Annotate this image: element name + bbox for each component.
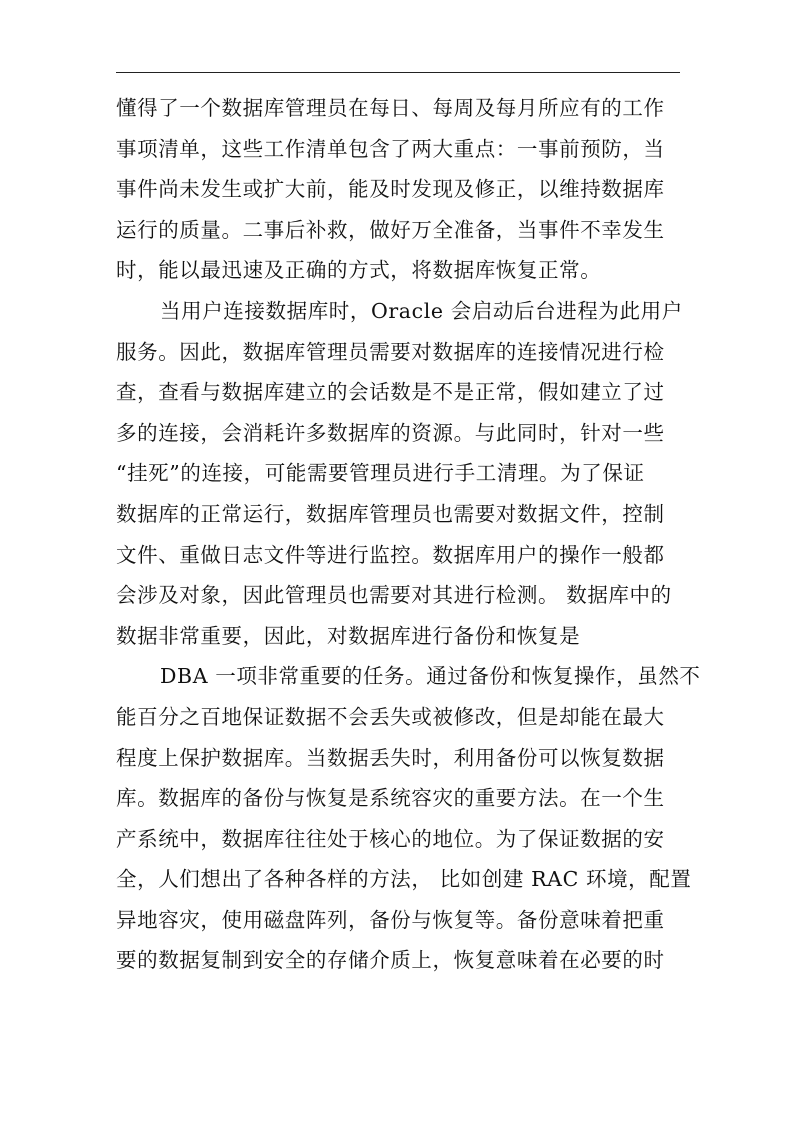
document-body (116, 88, 701, 981)
text-line: 查，查看与数据库建立的会话数是不是正常，假如建立了过 (116, 380, 665, 405)
paragraph-start-line: DBA 一项非常重要的任务。通过备份和恢复操作，虽然不 (160, 664, 701, 689)
text-line: 服务。因此，数据库管理员需要对数据库的连接情况进行检 (116, 339, 665, 364)
text-line: 能百分之百地保证数据不会丢失或被修改，但是却能在最大 (116, 704, 665, 729)
text-line: 产系统中，数据库往往处于核心的地位。为了保证数据的安 (116, 826, 665, 851)
text-line: 要的数据复制到安全的存储介质上，恢复意味着在必要的时 (116, 948, 665, 973)
text-line: “挂死”的连接，可能需要管理员进行手工清理。为了保证 (116, 461, 645, 486)
text-line: 库。数据库的备份与恢复是系统容灾的重要方法。在一个生 (116, 786, 665, 811)
text-line: 多的连接，会消耗许多数据库的资源。与此同时，针对一些 (116, 420, 665, 445)
paragraph-start-line: 当用户连接数据库时，Oracle 会启动后台进程为此用户 (160, 298, 683, 323)
text-line: 数据非常重要，因此，对数据库进行备份和恢复是 (116, 623, 581, 648)
text-line: 运行的质量。二事后补救，做好万全准备，当事件不幸发生 (116, 217, 665, 242)
header-rule (116, 72, 680, 73)
text-line: 时，能以最迅速及正确的方式，将数据库恢复正常。 (116, 258, 602, 283)
text-line: 懂得了一个数据库管理员在每日、每周及每月所应有的工作 (116, 96, 665, 120)
text-line: 会涉及对象，因此管理员也需要对其进行检测。 数据库中的 (116, 583, 672, 608)
text-line: 事项清单，这些工作清单包含了两大重点：一事前预防，当 (116, 136, 665, 161)
text-line: 事件尚未发生或扩大前，能及时发现及修正，以维持数据库 (116, 177, 665, 202)
text-line: 程度上保护数据库。当数据丢失时，利用备份可以恢复数据 (116, 745, 665, 770)
text-line: 数据库的正常运行，数据库管理员也需要对数据文件，控制 (116, 501, 665, 526)
text-line: 异地容灾，使用磁盘阵列，备份与恢复等。备份意味着把重 (116, 907, 665, 932)
text-line: 文件、重做日志文件等进行监控。数据库用户的操作一般都 (116, 542, 665, 567)
text-line: 全，人们想出了各种各样的方法， 比如创建 RAC 环境，配置 (116, 867, 692, 892)
